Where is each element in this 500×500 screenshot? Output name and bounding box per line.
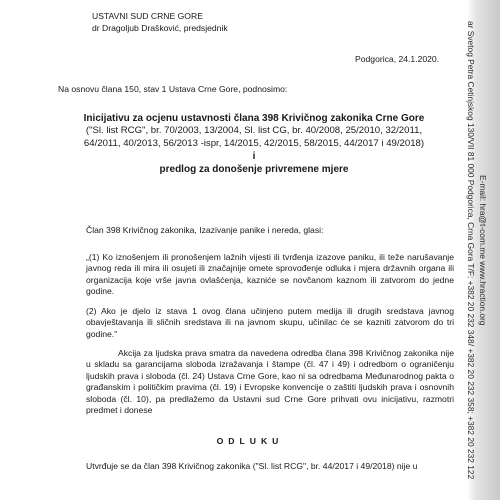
sidebar-contact-line: E-mail: hra@t-com.me www.hraction.org — [478, 175, 488, 326]
last-paragraph: Utvrđuje se da član 398 Krivičnog zakonika ("Sl. list RCG", br. 44/2017 i 49/2018) nije u — [86, 461, 418, 471]
document-date: Podgorica, 24.1.2020. — [355, 54, 440, 64]
document-title — [58, 112, 450, 176]
quote-paragraph-1: „(1) Ko iznošenjem ili pronošenjem lažnih vijesti ili tvrđenja izazove paniku, ili teže narušavanje javnog reda ili mira ili osujeti ili značajnije omete sprovođenje odluka i mjera državnih organa ili organizacija koje vrše javna ovlašćenja, kazniće se novčanom kaznom ili zatvorom do jedne godine. — [86, 252, 454, 297]
title-line-3: 64/2011, 40/2013, 56/2013 -ispr, 14/2015, 42/2015, 58/2015, 44/2017 i 49/2018) — [83, 137, 425, 149]
recipient-org: USTAVNI SUD CRNE GORE — [92, 11, 203, 21]
title-line-4: i — [252, 151, 256, 162]
letterhead-sidebar — [460, 0, 500, 500]
quote-paragraph-2: (2) Ako je djelo iz stava 1 ovog člana učinjeno putem medija ili drugih sredstava javnog obavještavanja ili sličnih sredstava ili na javnom skupu, učinilac će se kazniti zatvorom do tri godine." — [86, 306, 454, 339]
article-heading: Član 398 Krivičnog zakonika, Izazivanje panike i nereda, glasi: — [86, 225, 324, 235]
intro-text: Na osnovu člana 150, stav 1 Ustava Crne Gore, podnosimo: — [58, 84, 288, 94]
title-line-5: predlog za donošenje privremene mjere — [159, 164, 349, 175]
main-paragraph: Akcija za ljudska prava smatra da navedena odredba člana 398 Krivičnog zakonika nije u skladu sa garancijama sloboda izražavanja i štampe (čl. 47 i 49) i odredbom o ograničenju ljudskih prava i sloboda (čl. 24) Ustava Crne Gore, kao ni sa odredbama Međunarodnog pakta o građanskim i političkim pravima (čl. 19) i Evropske konvencije o zaštiti ljudskih prava i osnovnih sloboda (čl. 10), pa predlažemo da Ustavni sud Crne Gore prihvati ovu inicijativu, razmotri predmet i donese — [86, 348, 454, 416]
recipient-person: dr Dragoljub Drašković, predsjednik — [92, 23, 228, 33]
section-title: ODLUKU — [216, 436, 284, 446]
title-line-1: Inicijativu za ocjenu ustavnosti člana 398 Krivičnog zakonika Crne Gore — [83, 113, 425, 124]
title-line-2: ("Sl. list RCG", br. 70/2003, 13/2004, Sl. list CG, br. 40/2008, 25/2010, 32/2011, — [85, 125, 423, 136]
sidebar-address-line: ar Svetog Petra Cetinjskog 130/VII 81 000 Podgorica, Crna Gora T/F: +382 20 232 348/ +382 20 232 358; +382 20 232 122 — [466, 21, 476, 480]
